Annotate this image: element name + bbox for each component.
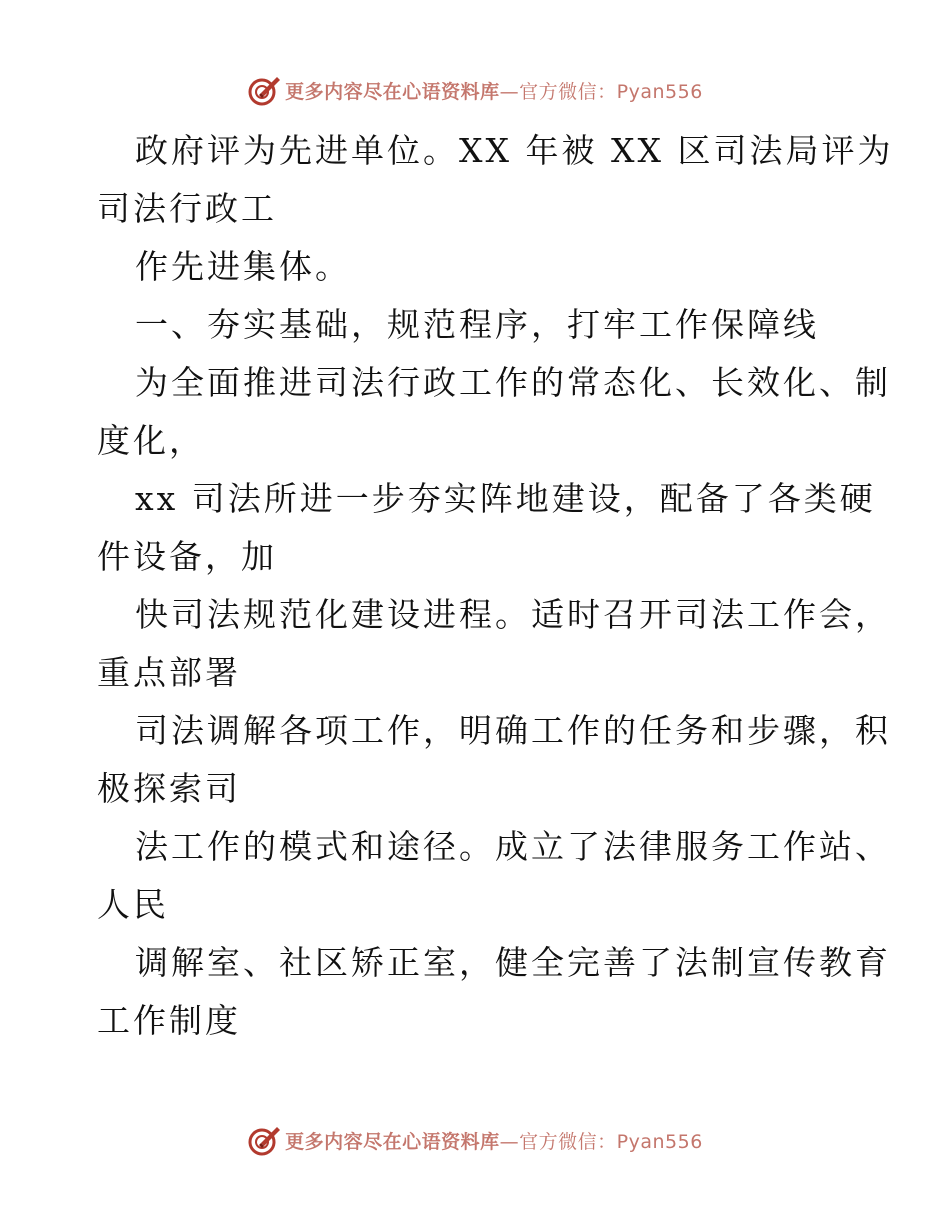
text-line: 快司法规范化建设进程。适时召开司法工作会，: [135, 595, 891, 634]
text-line: 司法调解各项工作，明确工作的任务和步骤，积: [135, 711, 891, 750]
pen-logo-icon: [247, 73, 281, 107]
document-body: [97, 122, 894, 1050]
text-line: 司法行政工: [97, 189, 277, 228]
text-line: 重点部署: [97, 653, 241, 692]
text-line: 度化，: [97, 421, 205, 460]
footer-watermark: [0, 1120, 950, 1160]
text-line: 工作制度: [97, 1001, 241, 1040]
text-line: 一、夯实基础，规范程序，打牢工作保障线: [135, 305, 819, 344]
text-line: 为全面推进司法行政工作的常态化、长效化、制: [135, 363, 891, 402]
text-line: 件设备，加: [97, 537, 277, 576]
watermark-text: 更多内容尽在心语资料库—官方微信：Pyan556: [285, 1130, 703, 1153]
text-line: 人民: [97, 885, 169, 924]
pen-logo-icon: [247, 1123, 281, 1157]
watermark-text: 更多内容尽在心语资料库—官方微信：Pyan556: [285, 80, 703, 103]
text-line: 政府评为先进单位。XX 年被 XX 区司法局评为: [135, 131, 894, 170]
text-line: xx 司法所进一步夯实阵地建设，配备了各类硬: [135, 479, 876, 518]
text-line: 作先进集体。: [135, 247, 351, 286]
header-watermark: [0, 70, 950, 110]
text-line: 调解室、社区矫正室，健全完善了法制宣传教育: [135, 943, 891, 982]
text-line: 极探索司: [97, 769, 241, 808]
text-line: 法工作的模式和途径。成立了法律服务工作站、: [135, 827, 891, 866]
